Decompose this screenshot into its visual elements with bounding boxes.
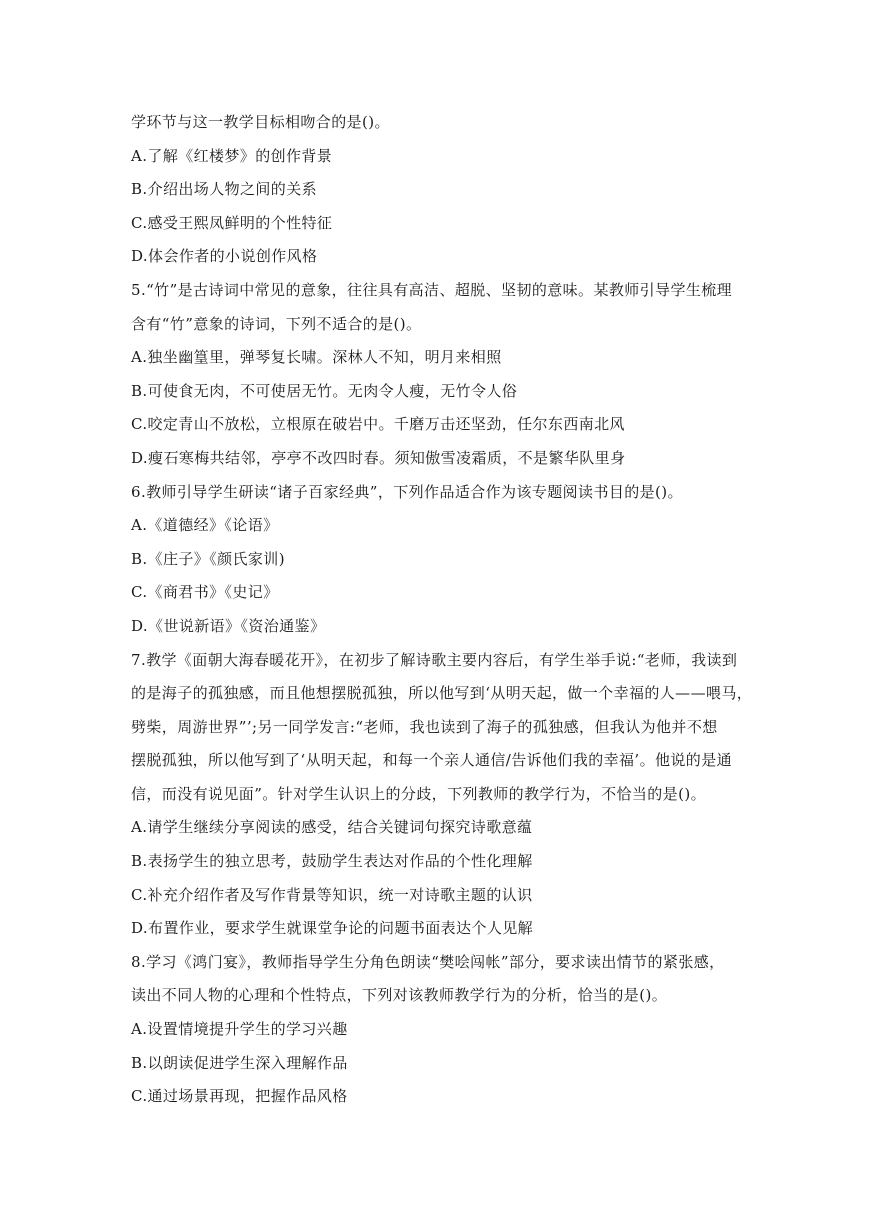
question-4-stem-tail: 学环节与这一教学目标相吻合的是()。 bbox=[131, 113, 390, 131]
question-5-stem-line-2: 含有“竹”意象的诗词，下列不适合的是()。 bbox=[131, 314, 422, 333]
question-7-option-d: D.布置作业，要求学生就课堂争论的问题书面表达个人见解 bbox=[131, 919, 534, 938]
question-8-stem-line-2: 读出不同人物的心理和个性特点，下列对该教师教学行为的分析，恰当的是()。 bbox=[131, 986, 668, 1005]
question-5-option-a: A.独坐幽篁里，弹琴复长啸。深林人不知，明月来相照 bbox=[131, 348, 502, 367]
question-6-stem: 6.教师引导学生研读“诸子百家经典”，下列作品适合作为该专题阅读书目的是()。 bbox=[131, 482, 683, 501]
question-5-option-b: B.可使食无肉，不可使居无竹。无肉令人瘦，无竹令人俗 bbox=[131, 381, 518, 400]
question-5-option-d: D.瘦石寒梅共结邻，亭亭不改四时春。须知傲雪凌霜质，不是繁华队里身 bbox=[131, 448, 626, 467]
question-6-option-c: C.《商君书》《史记》 bbox=[131, 583, 279, 602]
question-8-option-a: A.设置情境提升学生的学习兴趣 bbox=[131, 1020, 348, 1039]
question-4-option-c: C.感受王熙凤鲜明的个性特征 bbox=[131, 213, 333, 232]
question-6-option-b: B.《庄子》《颜氏家训) bbox=[131, 549, 285, 568]
question-7-stem-line-2: 的是海子的孤独感，而且他想摆脱孤独，所以他写到‘从明天起，做一个幸福的人——喂马， bbox=[131, 684, 753, 703]
question-7-option-b: B.表扬学生的独立思考，鼓励学生表达对作品的个性化理解 bbox=[131, 852, 533, 871]
question-7-stem-line-1: 7.教学《面朝大海春暖花开》，在初步了解诗歌主要内容后，有学生举手说:“老师，我读到 bbox=[131, 650, 738, 669]
question-5-stem-line-1: 5.“竹”是古诗词中常见的意象，往往具有高洁、超脱、坚韧的意味。某教师引导学生梳理 bbox=[131, 280, 733, 299]
question-8-stem-line-1: 8.学习《鸿门宴》，教师指导学生分角色朗读“樊哙闯帐”部分，要求读出情节的紧张感， bbox=[131, 952, 725, 971]
question-4-option-b: B.介绍出场人物之间的关系 bbox=[131, 180, 317, 199]
question-5-option-c: C.咬定青山不放松，立根原在破岩中。千磨万击还坚劲，任尔东西南北风 bbox=[131, 415, 625, 434]
question-7-option-c: C.补充介绍作者及写作背景等知识，统一对诗歌主题的认识 bbox=[131, 885, 533, 904]
question-7-stem-line-4: 摆脱孤独，所以他写到了‘从明天起，和每一个亲人通信/告诉他们我的幸福’。他说的是通 bbox=[131, 751, 732, 770]
question-4-option-d: D.体会作者的小说创作风格 bbox=[131, 247, 318, 266]
question-4-option-a: A.了解《红楼梦》的创作背景 bbox=[131, 146, 333, 165]
question-6-option-d: D.《世说新语》《资治通鉴》 bbox=[131, 616, 326, 635]
question-7-stem-line-3: 劈柴，周游世界”’;另一同学发言:“老师，我也读到了海子的孤独感，但我认为他并不想 bbox=[131, 717, 718, 736]
question-7-stem-line-5: 信，而没有说见面”。针对学生认识上的分歧，下列教师的教学行为，不恰当的是()。 bbox=[131, 784, 706, 803]
question-8-option-b: B.以朗读促进学生深入理解作品 bbox=[131, 1053, 348, 1072]
question-6-option-a: A.《道德经》《论语》 bbox=[131, 516, 279, 535]
document-page bbox=[131, 106, 753, 1114]
question-7-option-a: A.请学生继续分享阅读的感受，结合关键词句探究诗歌意蕴 bbox=[131, 818, 533, 837]
question-8-option-c: C.通过场景再现，把握作品风格 bbox=[131, 1087, 348, 1106]
